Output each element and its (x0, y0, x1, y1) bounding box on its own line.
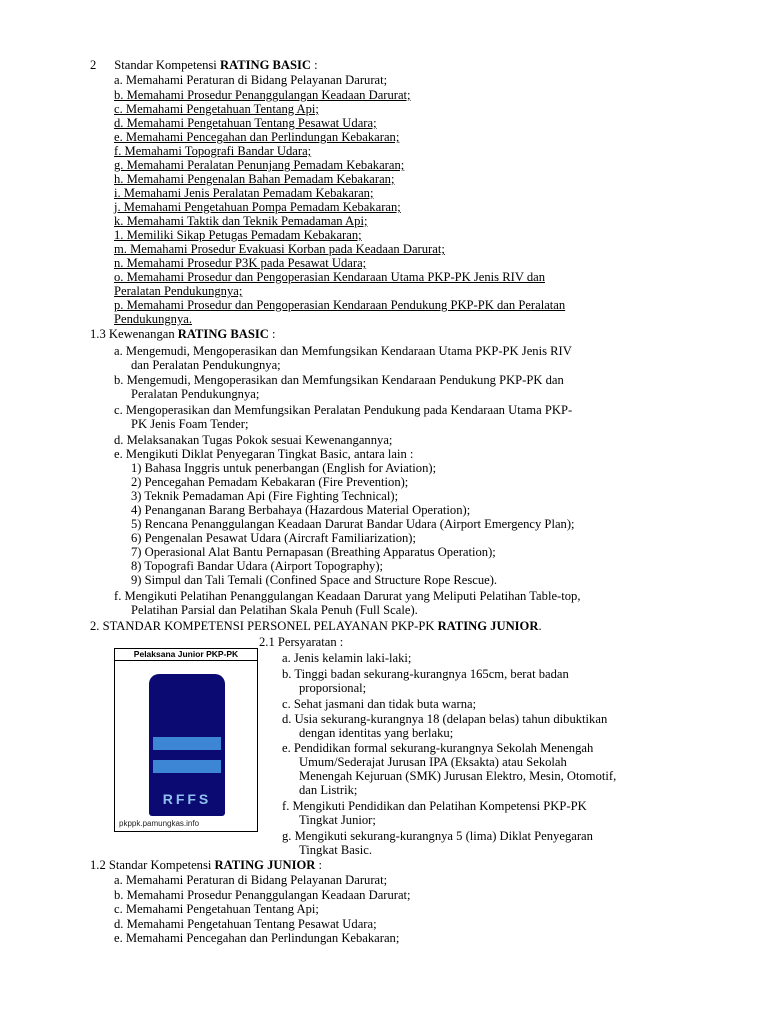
list-item-continuation: dan Peralatan Pendukungnya; (131, 358, 281, 372)
section-heading-suffix: : (268, 327, 276, 341)
list-item: b. Memahami Prosedur Penanggulangan Keadaan Darurat; (114, 888, 411, 902)
list-item[interactable]: g. Memahami Peralatan Penunjang Pemadam Kebakaran; (114, 158, 405, 172)
list-item: g. Mengikuti sekurang-kurangnya 5 (lima) Diklat Penyegaran (282, 829, 593, 843)
list-item: d. Memahami Pengetahuan Tentang Pesawat Udara; (114, 917, 377, 931)
list-item-continuation: dan Listrik; (299, 783, 358, 797)
list-item[interactable]: n. Memahami Prosedur P3K pada Pesawat Udara; (114, 256, 367, 270)
list-item[interactable]: 1. Memiliki Sikap Petugas Pemadam Kebakaran; (114, 228, 362, 242)
section-heading-suffix: : (315, 858, 323, 872)
section-heading-prefix: Standar Kompetensi (114, 58, 220, 72)
section-heading-bold: RATING BASIC (177, 327, 269, 341)
section-heading-bold: RATING JUNIOR (437, 619, 539, 633)
list-item-continuation: Tingkat Basic. (299, 843, 373, 857)
list-item: a. Jenis kelamin laki-laki; (282, 651, 412, 665)
list-item: c. Mengoperasikan dan Memfungsikan Peralatan Pendukung pada Kendaraan Utama PKP- (114, 403, 573, 417)
list-item-continuation: dengan identitas yang berlaku; (299, 726, 454, 740)
divider (115, 660, 257, 661)
sub-list-item: 2) Pencegahan Pemadam Kebakaran (Fire Prevention); (131, 475, 409, 489)
sub-list-item: 7) Operasional Alat Bantu Pernapasan (Breathing Apparatus Operation); (131, 545, 496, 559)
subsection-heading-persyaratan: 2.1 Persyaratan : (259, 635, 344, 649)
list-item[interactable]: o. Memahami Prosedur dan Pengoperasian Kendaraan Utama PKP-PK Jenis RIV dan (114, 270, 546, 284)
list-item-continuation[interactable]: Peralatan Pendukungnya; (114, 284, 243, 298)
list-item: d. Usia sekurang-kurangnya 18 (delapan belas) tahun dibuktikan (282, 712, 608, 726)
sub-list-item: 3) Teknik Pemadaman Api (Fire Fighting Technical); (131, 489, 399, 503)
rank-stripe (153, 760, 221, 773)
list-item-continuation: Pelatihan Parsial dan Pelatihan Skala Penuh (Full Scale). (131, 603, 418, 617)
list-item[interactable]: h. Memahami Pengenalan Bahan Pemadam Kebakaran; (114, 172, 395, 186)
insignia-text: RFFS (162, 791, 212, 807)
list-item-continuation: Tingkat Junior; (299, 813, 376, 827)
section-heading-prefix: 1.3 Kewenangan (90, 327, 178, 341)
list-item[interactable]: k. Memahami Taktik dan Teknik Pemadaman Api; (114, 214, 368, 228)
list-item: e. Mengikuti Diklat Penyegaran Tingkat Basic, antara lain : (114, 447, 414, 461)
list-item: d. Melaksanakan Tugas Pokok sesuai Kewenangannya; (114, 433, 393, 447)
list-item-continuation: Umum/Sederajat Jurusan IPA (Eksakta) atau Sekolah (299, 755, 567, 769)
list-item[interactable]: j. Memahami Pengetahuan Pompa Pemadam Kebakaran; (114, 200, 401, 214)
list-item[interactable]: m. Memahami Prosedur Evakuasi Korban pada Keadaan Darurat; (114, 242, 445, 256)
section-heading-suffix: : (311, 58, 318, 72)
section-heading-kewenangan (90, 327, 276, 341)
list-item: b. Mengemudi, Mengoperasikan dan Memfungsikan Kendaraan Pendukung PKP-PK dan (114, 373, 564, 387)
list-item[interactable]: d. Memahami Pengetahuan Tentang Pesawat Udara; (114, 116, 377, 130)
list-item-continuation: proporsional; (299, 681, 367, 695)
list-item[interactable]: i. Memahami Jenis Peralatan Pemadam Kebakaran; (114, 186, 374, 200)
section-heading-suffix: . (538, 619, 542, 633)
image-watermark: pkppk.pamungkas.info (119, 819, 200, 828)
list-item: a. Memahami Peraturan di Bidang Pelayanan Darurat; (114, 873, 388, 887)
section-heading-prefix: 1.2 Standar Kompetensi (90, 858, 215, 872)
rank-stripe (153, 737, 221, 750)
section-heading-standar-junior (90, 858, 322, 872)
list-item: a. Memahami Peraturan di Bidang Pelayanan Darurat; (114, 73, 388, 87)
list-item[interactable]: b. Memahami Prosedur Penanggulangan Keadaan Darurat; (114, 88, 411, 102)
list-item-continuation: Menengah Kejuruan (SMK) Jurusan Elektro, Mesin, Otomotif, (299, 769, 617, 783)
sub-list-item: 4) Penanganan Barang Berbahaya (Hazardous Material Operation); (131, 503, 471, 517)
list-item-continuation: Peralatan Pendukungnya; (131, 387, 260, 401)
list-item[interactable]: c. Memahami Pengetahuan Tentang Api; (114, 102, 319, 116)
section-heading-bold: RATING JUNIOR (214, 858, 316, 872)
list-item: f. Mengikuti Pendidikan dan Pelatihan Kompetensi PKP-PK (282, 799, 587, 813)
list-item[interactable]: e. Memahami Pencegahan dan Perlindungan Kebakaran; (114, 130, 400, 144)
list-item: c. Memahami Pengetahuan Tentang Api; (114, 902, 319, 916)
sub-list-item: 9) Simpul dan Tali Temali (Confined Space and Structure Rope Rescue). (131, 573, 498, 587)
sub-list-item: 1) Bahasa Inggris untuk penerbangan (English for Aviation); (131, 461, 437, 475)
insignia-caption: Pelaksana Junior PKP-PK (133, 649, 239, 659)
section-heading-rating-basic (90, 58, 318, 72)
list-item-continuation[interactable]: Pendukungnya. (114, 312, 193, 326)
section-heading-bold: RATING BASIC (219, 58, 312, 72)
sub-list-item: 5) Rencana Penanggulangan Keadaan Darurat Bandar Udara (Airport Emergency Plan); (131, 517, 575, 531)
list-item[interactable]: p. Memahami Prosedur dan Pengoperasian Kendaraan Pendukung PKP-PK dan Peralatan (114, 298, 566, 312)
list-item: e. Memahami Pencegahan dan Perlindungan Kebakaran; (114, 931, 400, 945)
list-item[interactable]: f. Memahami Topografi Bandar Udara; (114, 144, 312, 158)
sub-list-item: 8) Topografi Bandar Udara (Airport Topography); (131, 559, 384, 573)
list-item: e. Pendidikan formal sekurang-kurangnya Sekolah Menengah (282, 741, 594, 755)
rank-insignia-image (114, 648, 258, 832)
shoulder-board (149, 674, 225, 816)
list-item: f. Mengikuti Pelatihan Penanggulangan Keadaan Darurat yang Meliputi Pelatihan Table-top, (114, 589, 581, 603)
sub-list-item: 6) Pengenalan Pesawat Udara (Aircraft Familiarization); (131, 531, 416, 545)
section-heading-prefix: 2. STANDAR KOMPETENSI PERSONEL PELAYANAN PKP-PK (90, 619, 438, 633)
section-number: 2 (90, 58, 97, 72)
list-item: a. Mengemudi, Mengoperasikan dan Memfungsikan Kendaraan Utama PKP-PK Jenis RIV (114, 344, 572, 358)
list-item: c. Sehat jasmani dan tidak buta warna; (282, 697, 477, 711)
list-item-continuation: PK Jenis Foam Tender; (131, 417, 249, 431)
section-heading-rating-junior (90, 619, 542, 633)
list-item: b. Tinggi badan sekurang-kurangnya 165cm, berat badan (282, 667, 569, 681)
